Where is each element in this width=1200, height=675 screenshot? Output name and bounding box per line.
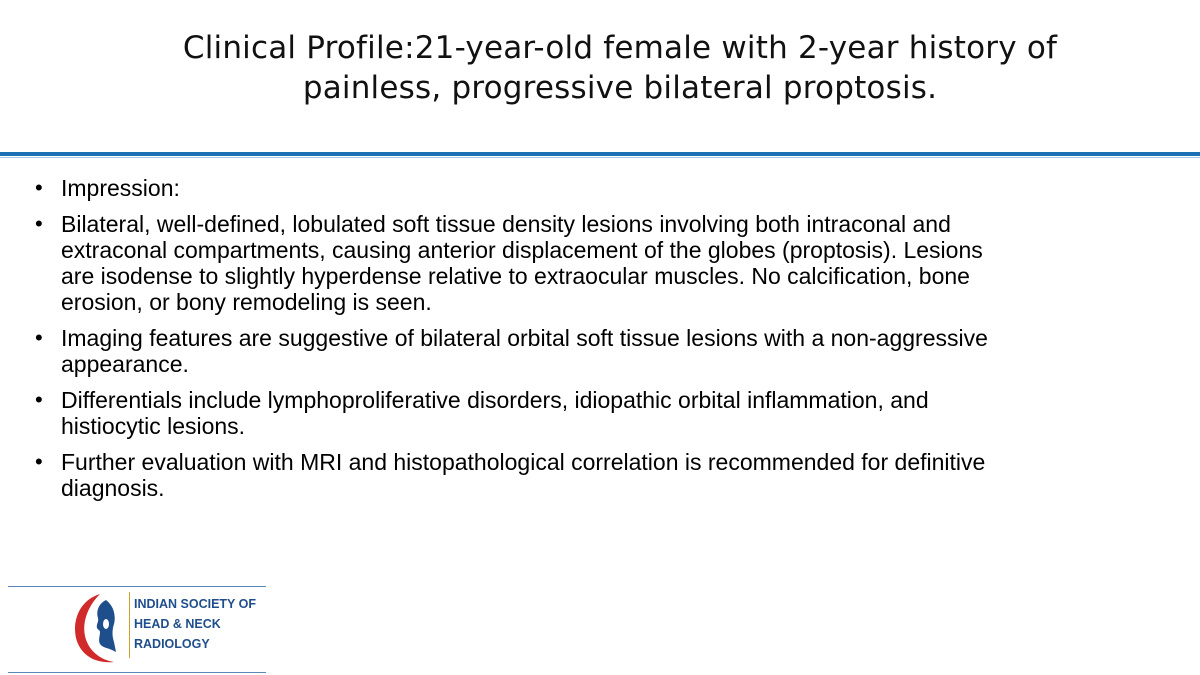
bullet-item-features: • Imaging features are suggestive of bilateral orbital soft tissue lesions with a non-aggressive appearance.: [30, 325, 1010, 377]
bullet-item-impression: • Impression:: [30, 175, 1010, 201]
title-divider: [0, 152, 1200, 156]
bullet-item-differentials: • Differentials include lymphoproliferative disorders, idiopathic orbital inflammation, and histiocytic lesions.: [30, 387, 1010, 439]
bullet-item-findings: • Bilateral, well-defined, lobulated soft tissue density lesions involving both intraconal and extraconal compartments, causing anterior displacement of the globes (proptosis). Lesions are isodense to slightly hyperdense relative to extraocular muscles. No calcification, bone erosion, or bony remodeling is seen.: [30, 211, 1010, 315]
logo-line-2: HEAD & NECK: [134, 617, 221, 631]
head-neck-emblem-icon: [70, 590, 130, 668]
logo-rule-top: [8, 586, 266, 587]
logo-rule-bottom: [8, 672, 266, 673]
slide-title: [140, 28, 1100, 108]
title-divider-shadow: [0, 157, 1200, 158]
title-line-2: painless, progressive bilateral proptosis.: [302, 70, 938, 106]
society-logo: [8, 586, 268, 674]
title-line-1: Clinical Profile:21-year-old female with 2-year history of: [182, 30, 1058, 66]
bullet-item-evaluation: • Further evaluation with MRI and histopathological correlation is recommended for definitive diagnosis.: [30, 449, 1010, 501]
logo-line-1: INDIAN SOCIETY OF: [134, 597, 257, 611]
logo-line-3: RADIOLOGY: [134, 637, 210, 651]
bullet-list: [30, 175, 1010, 511]
logo-divider: [129, 592, 130, 658]
logo-text: [134, 594, 256, 654]
